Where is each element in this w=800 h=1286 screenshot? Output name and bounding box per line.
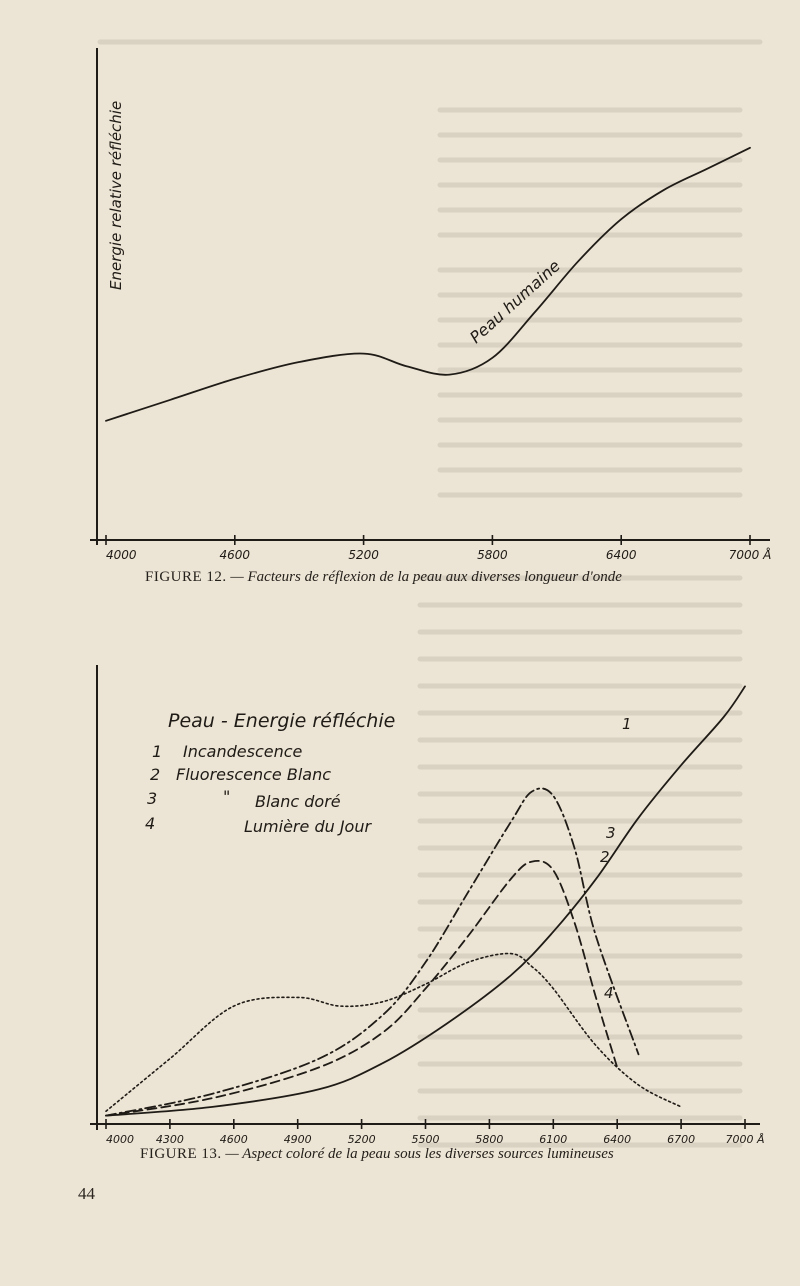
fig13-x-tick-label: 4600 [219, 1133, 248, 1146]
fig13-legend-marker-2: 2 [150, 765, 161, 784]
figure-13-caption-label: FIGURE 13. [140, 1146, 222, 1162]
fig13-x-tick-label: 5500 [411, 1133, 440, 1146]
fig13-curve-label-3: 3 [606, 824, 616, 842]
fig13-x-tick-label: 6400 [603, 1133, 632, 1146]
fig13-legend-marker-4: 4 [145, 814, 156, 833]
fig13-x-tick-label: 5200 [347, 1133, 376, 1146]
fig12-series-label-peau-humaine: Peau humaine [465, 256, 564, 347]
fig13-legend-label-2: Fluorescence Blanc [176, 765, 332, 784]
fig12-x-tick-label: 6400 [605, 548, 637, 562]
fig13-x-tick-label: 6700 [667, 1133, 696, 1146]
fig12-x-tick-label: 5200 [348, 548, 379, 562]
fig13-curve-label-1: 1 [622, 715, 632, 733]
fig13-legend [145, 710, 395, 836]
fig13-curve-label-2: 2 [600, 848, 610, 866]
fig13-x-tick-label: 5800 [475, 1133, 504, 1146]
fig13-x-tick-label: 7000 Å [725, 1133, 765, 1146]
fig12-y-axis-label: Energie relative réfléchie [107, 100, 125, 290]
fig13-legend-label-4: Lumière du Jour [244, 817, 372, 836]
fig12-x-tick-label: 4000 [106, 548, 137, 562]
fig13-legend-ditto: " [223, 787, 231, 806]
fig13-x-tick-label: 4900 [283, 1133, 312, 1146]
fig13-x-tick-label: 4300 [155, 1133, 184, 1146]
fig13-legend-marker-1: 1 [152, 742, 163, 761]
fig13-legend-label-3: Blanc doré [255, 792, 341, 811]
fig13-series-line-4 [106, 954, 681, 1112]
figure-13-caption [140, 1146, 614, 1163]
fig13-legend-title: Peau - Energie réfléchie [168, 710, 396, 732]
fig13-series-line-2 [106, 861, 617, 1116]
figure-12-caption-text: — Facteurs de réflexion de la peau aux diverses longueur d'onde [230, 569, 622, 585]
fig13-curve-label-4: 4 [604, 984, 614, 1002]
fig13-series-line-3 [106, 788, 639, 1115]
figure-12-caption-label: FIGURE 12. [145, 569, 227, 585]
fig13-legend-marker-3: 3 [147, 789, 158, 808]
fig13-x-tick-label: 6100 [539, 1133, 568, 1146]
fig13-x-tick-label: 4000 [106, 1133, 134, 1146]
fig13-legend-label-1: Incandescence [183, 742, 303, 761]
fig12-x-tick-label: 7000 Å [728, 548, 772, 562]
fig12-x-tick-label: 4600 [219, 548, 251, 562]
figure-13-caption-text: — Aspect coloré de la peau sous les diverses sources lumineuses [225, 1146, 614, 1162]
page-number: 44 [78, 1184, 95, 1203]
fig12-x-tick-label: 5800 [477, 548, 508, 562]
